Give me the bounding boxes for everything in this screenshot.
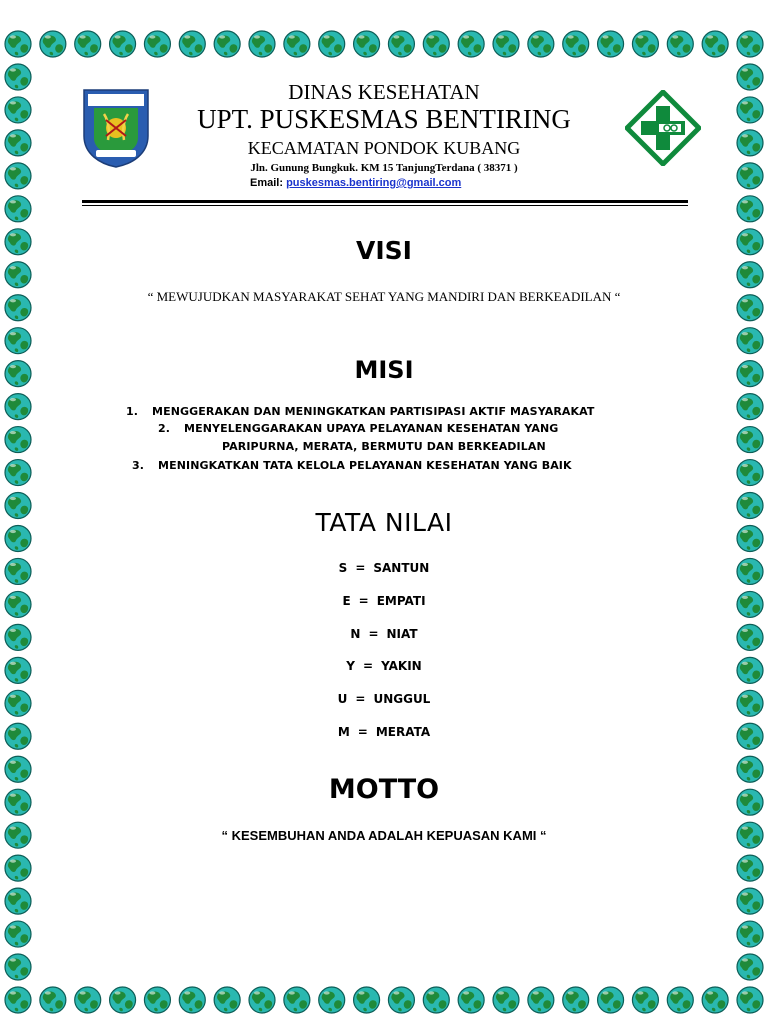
- globe-icon: [354, 31, 380, 57]
- globe-icon: [5, 31, 31, 57]
- globe-icon: [737, 262, 763, 288]
- globe-icon: [5, 493, 31, 519]
- globe-icon: [737, 196, 763, 222]
- globe-icon: [737, 31, 763, 57]
- value-word: MERATA: [375, 725, 431, 739]
- globe-icon: [5, 427, 31, 453]
- globe-icon: [737, 493, 763, 519]
- globe-icon: [284, 31, 310, 57]
- globe-icon: [737, 954, 763, 980]
- globe-icon: [5, 756, 31, 782]
- globe-icon: [737, 130, 763, 156]
- header-rule-thick: [82, 200, 688, 203]
- globe-icon: [423, 987, 449, 1013]
- globe-icon: [144, 31, 170, 57]
- globe-icon: [179, 31, 205, 57]
- misi-text: MENINGKATKAN TATA KELOLA PELAYANAN KESEHATAN YANG BAIK: [158, 459, 572, 472]
- globe-icon: [702, 31, 728, 57]
- globe-icon: [5, 262, 31, 288]
- globe-icon: [40, 987, 66, 1013]
- value-row: [70, 659, 698, 673]
- globe-icon: [737, 295, 763, 321]
- misi-text: MENGGERAKAN DAN MENINGKATKAN PARTISIPASI AKTIF MASYARAKAT: [152, 405, 595, 418]
- address: Jln. Gunung Bungkuk. KM 15 TanjungTerdana ( 38371 ): [250, 162, 518, 174]
- globe-icon: [493, 987, 519, 1013]
- value-equals: =: [368, 627, 379, 641]
- globe-icon: [737, 163, 763, 189]
- globe-icon: [354, 987, 380, 1013]
- value-letter: N: [350, 627, 361, 641]
- globe-icon: [563, 987, 589, 1013]
- globe-icon: [214, 987, 240, 1013]
- globe-icon: [5, 591, 31, 617]
- globe-icon: [737, 657, 763, 683]
- globe-icon: [75, 31, 101, 57]
- globe-icon: [5, 657, 31, 683]
- globe-icon: [737, 888, 763, 914]
- globe-icon: [493, 31, 519, 57]
- header-rule-thin: [82, 205, 688, 206]
- globe-icon: [5, 295, 31, 321]
- globe-icon: [737, 229, 763, 255]
- globe-icon: [5, 888, 31, 914]
- globe-icon: [737, 822, 763, 848]
- agency-name: DINAS KESEHATAN: [288, 80, 480, 104]
- globe-icon: [5, 789, 31, 815]
- globe-icon: [5, 954, 31, 980]
- globe-icon: [737, 756, 763, 782]
- value-row: [70, 594, 698, 608]
- globe-icon: [5, 921, 31, 947]
- globe-icon: [5, 328, 31, 354]
- visi-title: VISI: [356, 236, 412, 265]
- value-letter: S: [338, 561, 348, 575]
- tata-nilai-title: TATA NILAI: [315, 508, 453, 537]
- globe-icon: [528, 987, 554, 1013]
- globe-icon: [598, 987, 624, 1013]
- value-word: EMPATI: [376, 594, 426, 608]
- misi-item-2: [158, 422, 558, 435]
- value-letter: Y: [346, 659, 355, 673]
- globe-icon: [737, 394, 763, 420]
- globe-icon: [737, 789, 763, 815]
- value-row: [70, 627, 698, 641]
- value-row: [70, 725, 698, 739]
- globe-icon: [249, 987, 275, 1013]
- globe-icon: [737, 690, 763, 716]
- globe-icon: [737, 525, 763, 551]
- email-line: [250, 177, 461, 189]
- email-link[interactable]: puskesmas.bentiring@gmail.com: [286, 177, 462, 189]
- globe-icon: [214, 31, 240, 57]
- globe-icon: [737, 460, 763, 486]
- value-equals: =: [363, 659, 374, 673]
- motto-text: “ KESEMBUHAN ANDA ADALAH KEPUASAN KAMI “: [221, 828, 547, 843]
- misi-title: MISI: [354, 356, 414, 384]
- globe-icon: [110, 987, 136, 1013]
- globe-icon: [5, 229, 31, 255]
- globe-icon: [458, 987, 484, 1013]
- globe-icon: [5, 822, 31, 848]
- misi-item-3: [132, 459, 572, 472]
- globe-icon: [737, 558, 763, 584]
- globe-icon: [737, 855, 763, 881]
- value-word: SANTUN: [373, 561, 430, 575]
- misi-number: 2.: [158, 422, 171, 435]
- globe-icon: [737, 723, 763, 749]
- globe-icon: [5, 525, 31, 551]
- district-name: KECAMATAN PONDOK KUBANG: [247, 138, 521, 158]
- globe-icon: [598, 31, 624, 57]
- globe-icon: [563, 31, 589, 57]
- globe-icon: [737, 921, 763, 947]
- value-equals: =: [357, 725, 368, 739]
- globe-icon: [5, 624, 31, 650]
- globe-icon: [5, 558, 31, 584]
- value-equals: =: [355, 561, 366, 575]
- globe-icon: [5, 64, 31, 90]
- globe-icon: [737, 624, 763, 650]
- value-equals: =: [355, 692, 366, 706]
- globe-icon: [737, 328, 763, 354]
- globe-icon: [737, 97, 763, 123]
- globe-icon: [5, 130, 31, 156]
- value-row: [70, 561, 698, 575]
- value-word: NIAT: [386, 627, 418, 641]
- globe-icon: [702, 987, 728, 1013]
- globe-icon: [5, 196, 31, 222]
- globe-icon: [5, 855, 31, 881]
- globe-icon: [5, 723, 31, 749]
- globe-icon: [144, 987, 170, 1013]
- globe-icon: [632, 31, 658, 57]
- institution-name: UPT. PUSKESMAS BENTIRING: [197, 104, 571, 134]
- globe-icon: [737, 64, 763, 90]
- value-word: UNGGUL: [373, 692, 431, 706]
- globe-icon: [737, 427, 763, 453]
- globe-icon: [667, 987, 693, 1013]
- globe-icon: [249, 31, 275, 57]
- globe-icon: [40, 31, 66, 57]
- globe-icon: [5, 460, 31, 486]
- motto-title: MOTTO: [328, 774, 440, 805]
- misi-item-2-continued: PARIPURNA, MERATA, BERMUTU DAN BERKEADILAN: [222, 440, 546, 453]
- globe-icon: [5, 690, 31, 716]
- globe-icon: [179, 987, 205, 1013]
- globe-icon: [5, 361, 31, 387]
- misi-number: 1.: [126, 405, 139, 418]
- globe-icon: [737, 987, 763, 1013]
- misi-number: 3.: [132, 459, 145, 472]
- globe-icon: [632, 987, 658, 1013]
- globe-icon: [458, 31, 484, 57]
- visi-text: “ MEWUJUDKAN MASYARAKAT SEHAT YANG MANDIRI DAN BERKEADILAN “: [147, 289, 621, 304]
- globe-icon: [319, 987, 345, 1013]
- value-equals: =: [358, 594, 369, 608]
- globe-icon: [388, 31, 414, 57]
- globe-icon: [667, 31, 693, 57]
- misi-text: MENYELENGGARAKAN UPAYA PELAYANAN KESEHATAN YANG: [184, 422, 559, 435]
- globe-icon: [5, 163, 31, 189]
- globe-icon: [423, 31, 449, 57]
- value-row: [70, 692, 698, 706]
- globe-icon: [319, 31, 345, 57]
- globe-icon: [388, 987, 414, 1013]
- globe-icon: [110, 31, 136, 57]
- globe-icon: [528, 31, 554, 57]
- globe-icon: [75, 987, 101, 1013]
- misi-item-1: [126, 405, 595, 418]
- value-letter: U: [337, 692, 348, 706]
- value-word: YAKIN: [381, 659, 422, 673]
- email-label: Email:: [250, 177, 284, 189]
- globe-icon: [5, 97, 31, 123]
- globe-icon: [5, 987, 31, 1013]
- page-content: [70, 60, 698, 960]
- globe-icon: [5, 394, 31, 420]
- globe-icon: [737, 591, 763, 617]
- globe-icon: [284, 987, 310, 1013]
- globe-icon: [737, 361, 763, 387]
- value-letter: E: [342, 594, 351, 608]
- value-letter: M: [337, 725, 350, 739]
